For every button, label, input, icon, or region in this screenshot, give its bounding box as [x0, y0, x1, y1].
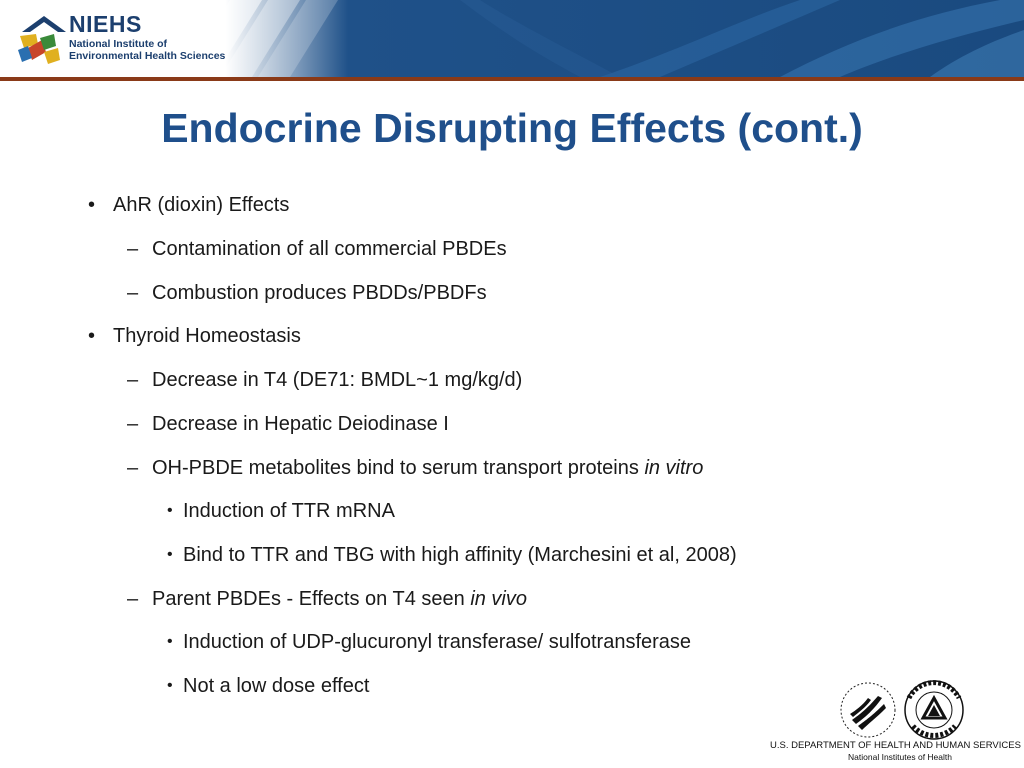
bullet-marker: • [167, 546, 173, 563]
bullet-text: Decrease in Hepatic Deiodinase I [152, 413, 449, 435]
bullet-marker: • [167, 502, 173, 519]
hhs-seal-icon [838, 680, 898, 740]
dash-marker: – [127, 457, 139, 479]
bullet-text [152, 587, 527, 611]
bullet-text: Induction of TTR mRNA [183, 500, 395, 522]
bullet-text: Bind to TTR and TBG with high affinity (Marchesini et al, 2008) [183, 544, 737, 566]
bullet-text: Contamination of all commercial PBDEs [152, 238, 507, 260]
bullet-marker: • [88, 325, 96, 347]
logo-wordmark: NIEHS [69, 11, 142, 37]
bullet-text-italic: in vitro [644, 457, 704, 479]
bullet-text: Induction of UDP-glucuronyl transferase/ sulfotransferase [183, 631, 692, 653]
dash-marker: – [127, 238, 139, 260]
logo-subtitle-line-1: National Institute of [69, 38, 167, 50]
dash-marker: – [127, 369, 139, 391]
bullet-text: Decrease in T4 (DE71: BMDL~1 mg/kg/d) [152, 369, 523, 391]
bullet-text: Thyroid Homeostasis [113, 325, 301, 347]
bullet-marker: • [88, 194, 96, 216]
bullet-text [152, 456, 703, 480]
nih-seal-icon [903, 678, 965, 742]
bullet-marker: • [167, 677, 173, 694]
bullet-text: Combustion produces PBDDs/PBDFs [152, 282, 487, 304]
bullet-text: Not a low dose effect [183, 675, 370, 697]
bullet-text-main: OH-PBDE metabolites bind to serum transport proteins [152, 457, 645, 479]
dash-marker: – [127, 413, 139, 435]
footer-department: U.S. DEPARTMENT OF HEALTH AND HUMAN SERVICES [770, 740, 1021, 751]
slide-title: Endocrine Disrupting Effects (cont.) [161, 105, 863, 151]
bullet-marker: • [167, 633, 173, 650]
bullet-text: AhR (dioxin) Effects [113, 194, 290, 216]
dash-marker: – [127, 282, 139, 304]
footer-agency: National Institutes of Health [848, 752, 952, 762]
bullet-text-italic: in vivo [470, 588, 528, 610]
dash-marker: – [127, 588, 139, 610]
bullet-text-main: Parent PBDEs - Effects on T4 seen [152, 588, 471, 610]
logo-subtitle-line-2: Environmental Health Sciences [69, 50, 226, 62]
